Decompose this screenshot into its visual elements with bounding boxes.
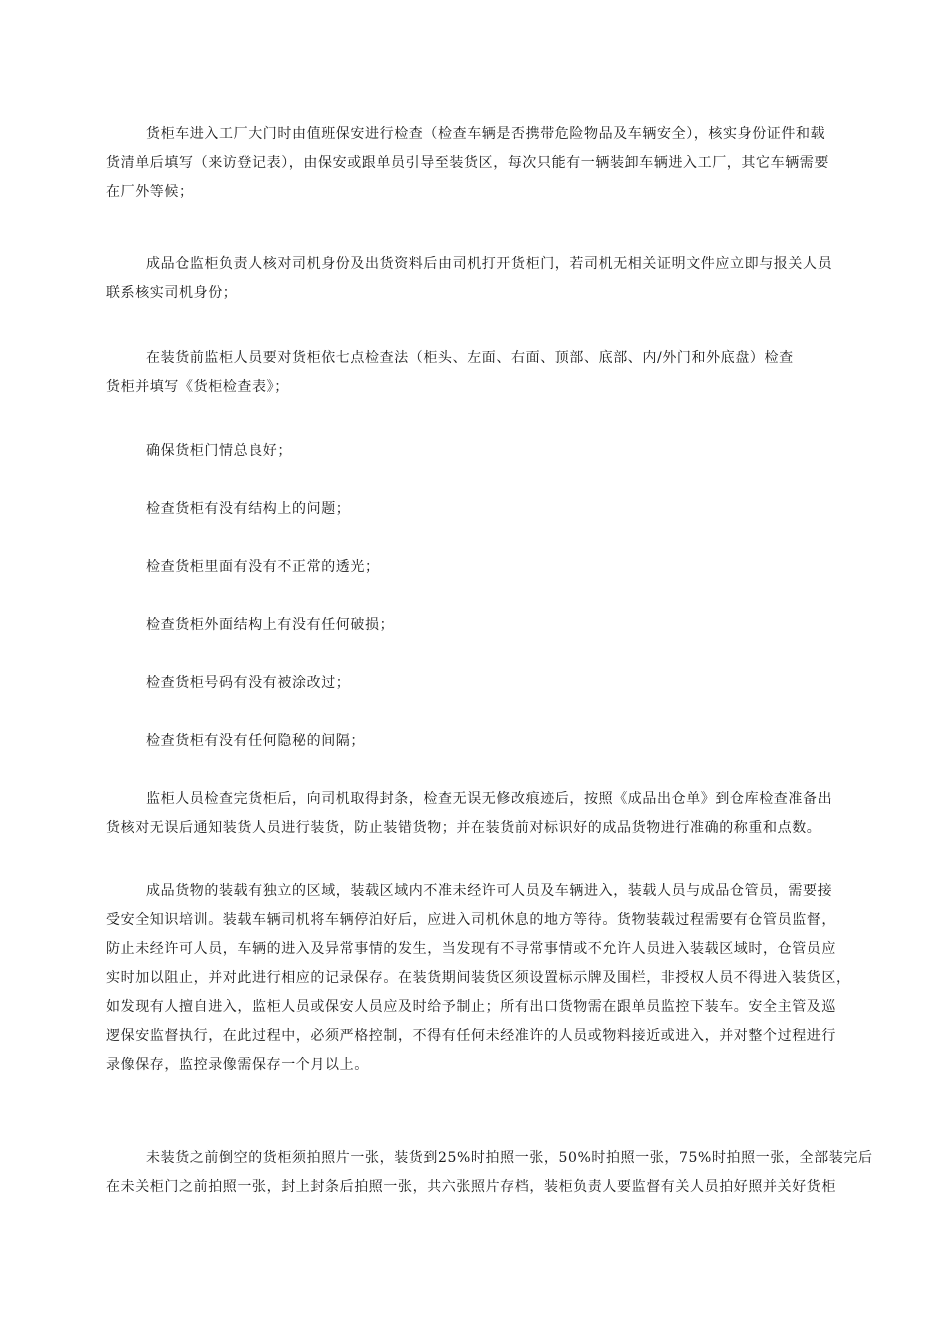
text-line: 在厂外等候； xyxy=(106,184,194,200)
checklist-item-structure xyxy=(106,495,846,524)
text-line: 受安全知识培训。装载车辆司机将车辆停泊好后，应进入司机休息的地方等待。货物装载过程需要有仓管员监督， xyxy=(106,912,836,928)
paragraph-photo-records xyxy=(106,1144,873,1202)
text-line: 检查货柜里面有没有不正常的透光； xyxy=(146,559,380,575)
text-line: 录像保存，监控录像需保存一个月以上。 xyxy=(106,1057,369,1073)
text-line: 逻保安监督执行，在此过程中，必须严格控制，不得有任何未经准许的人员或物料接近或进入，并对整个过程进行 xyxy=(106,1028,836,1044)
paragraph-seal-and-loading xyxy=(106,785,846,843)
text-line: 检查货柜号码有没有被涂改过； xyxy=(146,675,351,691)
text-line: 在未关柜门之前拍照一张，封上封条后拍照一张，共六张照片存档，装柜负责人要监督有关人员拍好照并关好货柜 xyxy=(106,1179,836,1195)
text-line: 货核对无误后通知装货人员进行装货，防止装错货物；并在装货前对标识好的成品货物进行准确的称重和点数。 xyxy=(106,820,822,836)
text-line: 货柜并填写《货柜检查表》； xyxy=(106,379,289,395)
text-line: 监柜人员检查完货柜后，向司机取得封条，检查无误无修改痕迹后，按照《成品出仓单》到仓库检查准备出 xyxy=(146,791,833,807)
text-line: 检查货柜外面结构上有没有任何破损； xyxy=(146,617,395,633)
text-line: 货柜车进入工厂大门时由值班保安进行检查（检查车辆是否携带危险物品及车辆安全），核实身份证件和载 xyxy=(146,126,826,142)
paragraph-seven-point-check xyxy=(106,344,846,402)
checklist-item-number xyxy=(106,669,846,698)
paragraph-truck-entry xyxy=(106,120,846,207)
checklist-item-compartment xyxy=(106,727,846,756)
checklist-item-exterior xyxy=(106,611,846,640)
text-line: 未装货之前倒空的货柜须拍照片一张，装货到25%时拍照一张，50%时拍照一张，75%时拍照一张，全部装完后 xyxy=(146,1150,873,1166)
text-line: 成品仓监柜负责人核对司机身份及出货资料后由司机打开货柜门，若司机无相关证明文件应立即与报关人员 xyxy=(146,256,833,272)
text-line: 检查货柜有没有结构上的问题； xyxy=(146,501,351,517)
text-line: 成品货物的装载有独立的区域，装载区域内不准未经许可人员及车辆进入，装载人员与成品仓管员，需要接 xyxy=(146,883,833,899)
paragraph-driver-verification xyxy=(106,250,846,308)
text-line: 货清单后填写（来访登记表），由保安或跟单员引导至装货区，每次只能有一辆装卸车辆进入工厂，其它车辆需要 xyxy=(106,155,829,171)
text-line: 在装货前监柜人员要对货柜依七点检查法（柜头、左面、右面、顶部、底部、内/外门和外底盘）检查 xyxy=(146,350,794,366)
checklist-item-light xyxy=(106,553,846,582)
text-line: 检查货柜有没有任何隐秘的间隔； xyxy=(146,733,365,749)
text-line: 如发现有人擅自进入，监柜人员或保安人员应及时给予制止；所有出口货物需在跟单员监控下装车。安全主管及巡 xyxy=(106,999,836,1015)
text-line: 实时加以阻止，并对此进行相应的记录保存。在装货期间装货区须设置标示牌及围栏，非授权人员不得进入装货区， xyxy=(106,970,851,986)
text-line: 联系核实司机身份； xyxy=(106,285,238,301)
text-line: 确保货柜门情总良好； xyxy=(146,443,292,459)
text-line: 防止未经许可人员，车辆的进入及异常事情的发生，当发现有不寻常事情或不允许人员进入装载区域时，仓管员应 xyxy=(106,941,836,957)
checklist-item-door xyxy=(106,437,846,466)
paragraph-loading-area-security xyxy=(106,877,851,1080)
